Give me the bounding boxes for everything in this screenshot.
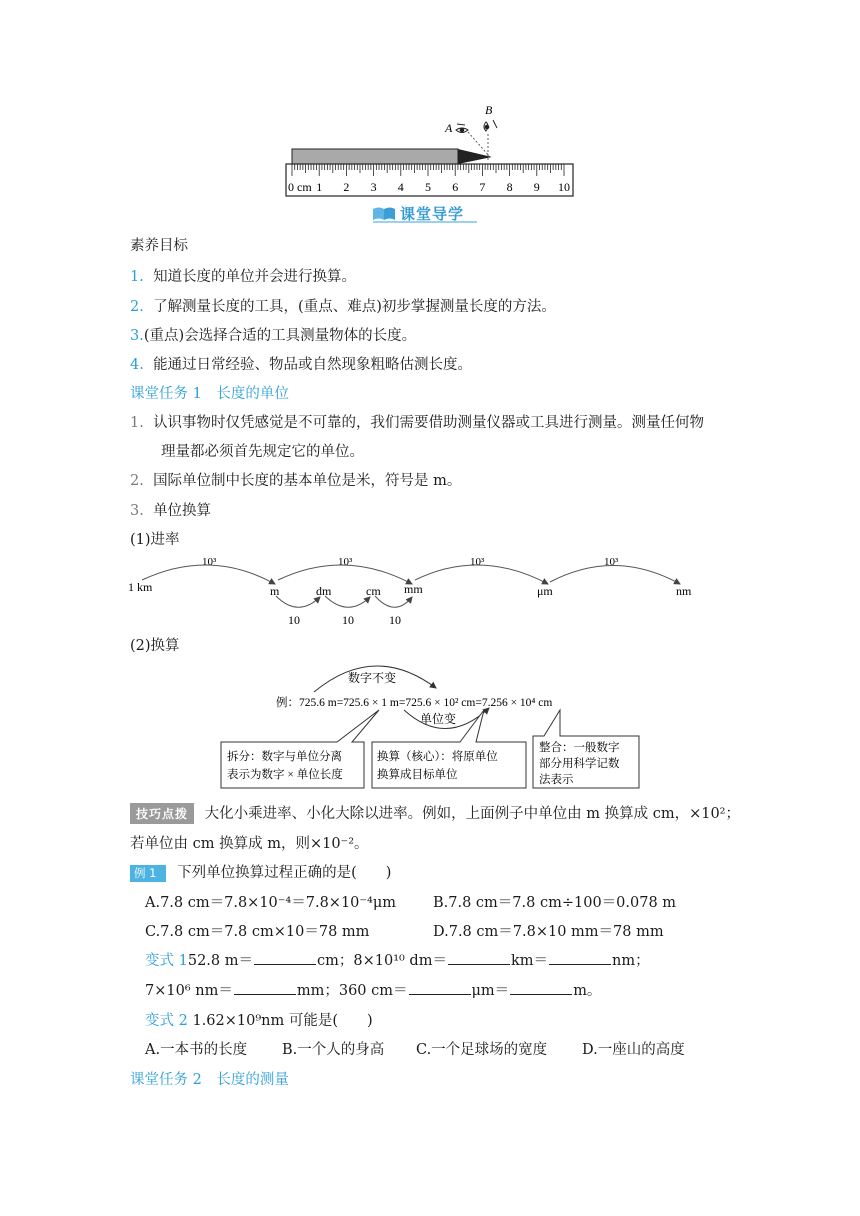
ruler-tick-label: 2	[343, 180, 350, 194]
goal-text: (重点)会选择合适的工具测量物体的长度。	[143, 328, 417, 344]
pencil-body	[292, 149, 458, 164]
arc-m-dm	[276, 596, 320, 607]
callout-split-line2: 表示为数字 × 单位长度	[227, 769, 343, 781]
task1-item-3	[130, 499, 211, 520]
task1-title: 课堂任务 1 长度的单位	[130, 386, 289, 402]
rate-label: 10³	[202, 556, 217, 568]
variant2-option-c[interactable]: C.一个足球场的宽度	[416, 1042, 548, 1058]
goal-num: 1.	[130, 269, 144, 285]
unit-dm: dm	[316, 584, 332, 598]
arc-dm-cm	[325, 596, 370, 607]
variant-text: μm＝	[471, 983, 510, 999]
ruler-figure	[284, 100, 576, 200]
variant2-option-b[interactable]: B.一个人的身高	[282, 1042, 385, 1058]
ruler-tick-label: 10	[558, 180, 570, 194]
option-a[interactable]: A.7.8 cm＝7.8×10⁻⁴＝7.8×10⁻⁴μm	[145, 895, 397, 911]
label-number-unchanged: 数字不变	[348, 671, 397, 685]
callout-convert-line2: 换算成目标单位	[377, 769, 458, 781]
label-unit-changed: 单位变	[420, 712, 457, 726]
answer-blank[interactable]	[549, 950, 611, 965]
goal-item-3	[130, 324, 416, 345]
rate-label-small: 10	[288, 613, 300, 627]
rate-label: 10³	[338, 556, 353, 568]
answer-blank[interactable]	[510, 980, 572, 995]
unit-mm: mm	[404, 582, 423, 596]
ruler-tick-label: 1	[316, 180, 323, 194]
eye-b-icon	[484, 120, 497, 131]
variant2-option-a[interactable]: A.一本书的长度	[145, 1042, 248, 1058]
rate-label: 10³	[604, 556, 619, 568]
callout-integrate-line2: 部分用科学记数	[539, 758, 620, 770]
item-text: 认识事物时仅凭感觉是不可靠的，我们需要借助测量仪器或工具进行测量。测量任何物	[153, 415, 705, 431]
task1-item-1	[130, 411, 704, 432]
ruler-tick-label: 8	[506, 180, 513, 194]
unit-km: 1 km	[128, 580, 153, 594]
tip-tag: 技巧点拨	[130, 803, 194, 824]
unit-m: m	[270, 584, 280, 598]
variant-text: 7×10⁶ nm＝	[145, 983, 233, 999]
example-tag: 例 1	[130, 865, 166, 882]
task1-item-1-cont: 理量都必须首先规定它的单位。	[161, 444, 364, 460]
tip-text: 大化小乘进率、小化大除以进率。例如，上面例子中单位由 m 换算成 cm，×10²；	[204, 806, 740, 822]
rate-subheading: (1)进率	[130, 532, 180, 548]
item-text: 单位换算	[153, 503, 212, 519]
answer-blank[interactable]	[409, 980, 471, 995]
variant2-question	[145, 1009, 373, 1030]
conversion-subheading: (2)换算	[130, 638, 180, 654]
goal-text: 能通过日常经验、物品或自然现象粗略估测长度。	[153, 357, 473, 373]
ruler-tick-label: 3	[370, 180, 377, 194]
eye-a-icon	[456, 124, 468, 133]
example1-question-row	[130, 861, 391, 882]
unit-cm: cm	[366, 584, 381, 598]
goal-num: 2.	[130, 299, 144, 315]
option-c[interactable]: C.7.8 cm＝7.8 cm×10＝78 mm	[145, 924, 370, 940]
callout-integrate-line3: 法表示	[539, 774, 574, 786]
goals-heading: 素养目标	[130, 238, 188, 254]
conversion-diagram	[214, 660, 654, 790]
goal-item-4	[130, 353, 472, 374]
ruler-tick-label: 5	[425, 180, 431, 194]
goal-num: 3.	[130, 328, 144, 344]
eye-label-a: A	[445, 121, 453, 135]
rate-label: 10³	[470, 556, 485, 568]
answer-blank[interactable]	[254, 950, 316, 965]
variant-text: 52.8 m＝	[187, 953, 253, 969]
unit-um: μm	[537, 584, 553, 598]
variant-label: 变式 1	[145, 953, 188, 969]
ruler-tick-label: 4	[397, 180, 404, 194]
ruler-tick-label: 0 cm	[288, 180, 312, 194]
callout-convert-line1: 换算（核心）：将原单位	[377, 751, 498, 763]
answer-blank[interactable]	[448, 950, 510, 965]
variant-text: nm；	[612, 953, 650, 969]
option-d[interactable]: D.7.8 cm＝7.8×10 mm＝78 mm	[433, 924, 664, 940]
goal-num: 4.	[130, 357, 144, 373]
goal-text: 了解测量长度的工具，(重点、难点)初步掌握测量长度的方法。	[153, 299, 556, 315]
item-text: 国际单位制中长度的基本单位是米，符号是 m。	[153, 473, 462, 489]
option-b[interactable]: B.7.8 cm＝7.8 cm÷100＝0.078 m	[433, 895, 677, 911]
item-num: 3.	[130, 503, 144, 519]
rate-label-small: 10	[389, 613, 401, 627]
section-banner-text: 课堂导学	[400, 205, 465, 223]
ruler-tick-label: 7	[479, 180, 486, 194]
rate-label-small: 10	[342, 613, 354, 627]
pencil-tip	[458, 149, 492, 164]
callout-split-line1: 拆分：数字与单位分离	[227, 751, 342, 763]
variant-label: 变式 2	[145, 1013, 188, 1029]
goal-item-2	[130, 295, 556, 316]
item-num: 1.	[130, 415, 144, 431]
variant-text: mm；360 cm＝	[296, 983, 408, 999]
goal-text: 知道长度的单位并会进行换算。	[153, 269, 357, 285]
tip-line-1	[130, 802, 740, 824]
eye-label-b: B	[485, 103, 493, 117]
tip-line-2: 若单位由 cm 换算成 m，则×10⁻²。	[130, 836, 369, 852]
answer-blank[interactable]	[234, 980, 296, 995]
goal-item-1	[130, 265, 356, 286]
variant2-option-d[interactable]: D.一座山的高度	[582, 1042, 685, 1058]
rate-diagram	[120, 550, 710, 632]
task1-item-2	[130, 469, 461, 490]
variant-question: 1.62×10⁹nm 可能是( )	[192, 1013, 373, 1029]
variant-text: m。	[573, 983, 602, 999]
conversion-example: 例：725.6 m=725.6 × 1 m=725.6 × 10² cm=7.256 × 10⁴ cm	[276, 697, 553, 709]
variant-text: cm；8×10¹⁰ dm＝	[317, 953, 447, 969]
variant1-line-1	[145, 949, 650, 970]
arc-um-nm	[550, 565, 680, 584]
callout-integrate-line1: 整合：一般数字	[539, 742, 620, 754]
unit-nm: nm	[676, 584, 692, 598]
example-question: 下列单位换算过程正确的是( )	[177, 865, 392, 881]
variant1-line-2	[145, 979, 601, 1000]
item-num: 2.	[130, 473, 144, 489]
variant-text: km＝	[510, 953, 549, 969]
ruler-tick-label: 9	[533, 180, 540, 194]
ruler-tick-label: 6	[452, 180, 459, 194]
task2-title: 课堂任务 2 长度的测量	[130, 1072, 289, 1088]
